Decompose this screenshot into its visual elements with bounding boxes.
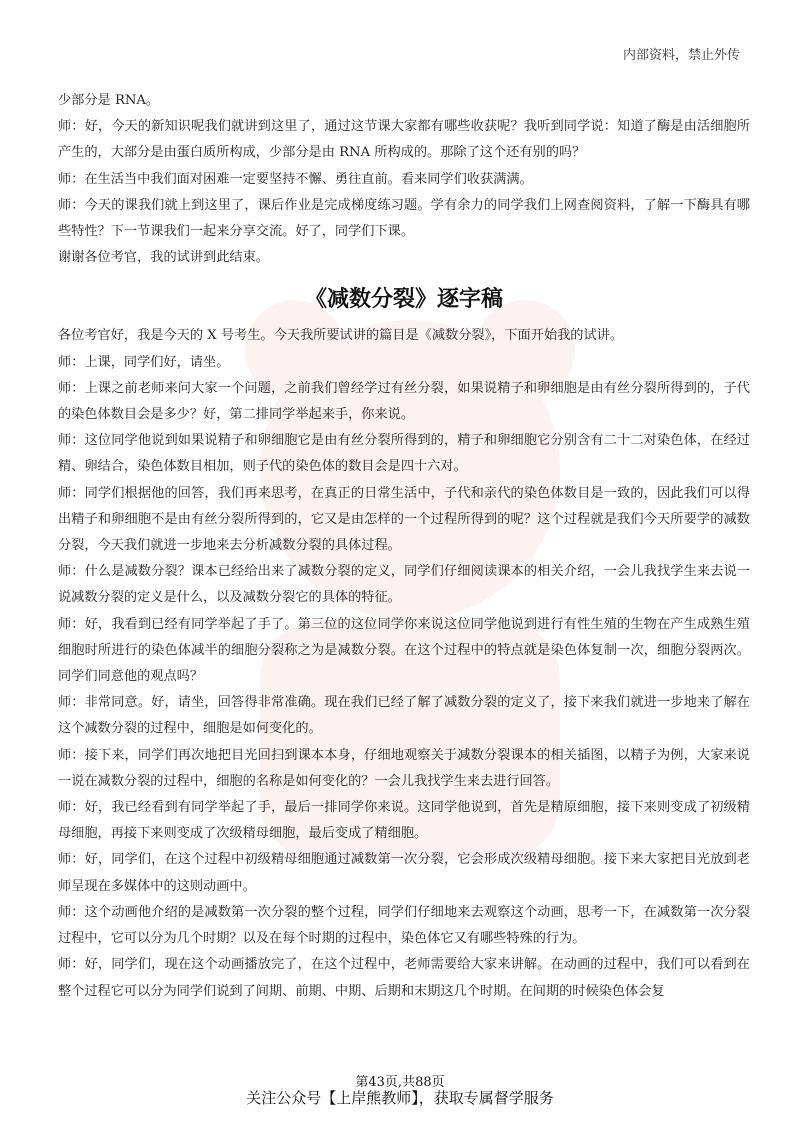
paragraph: 师：好，今天的新知识呢我们就讲到这里了，通过这节课大家都有哪些收获呢？我听到同学说：知道了酶是由活细胞所产生的，大部分是由蛋白质所构成，少部分是由 RNA 所构成的。那除了这个还有别的吗？ <box>58 119 750 161</box>
document-body <box>58 88 750 1005</box>
paragraph: 师：好，同学们，在这个过程中初级精母细胞通过减数第一次分裂，它会形成次级精母细胞。接下来大家把目光放到老师呈现在多媒体中的这则动画中。 <box>58 852 750 894</box>
paragraph: 师：这个动画他介绍的是减数第一次分裂的整个过程，同学们仔细地来去观察这个动画，思考一下，在减数第一次分裂过程中，它可以分为几个时期？以及在每个时期的过程中，染色体它又有哪些特殊的行为。 <box>58 904 750 947</box>
confidential-notice: 内部资料，禁止外传 <box>622 48 740 63</box>
paragraph: 师：什么是减数分裂？课本已经给出来了减数分裂的定义，同学们仔细阅读课本的相关介绍，一会儿我找学生来去说一说减数分裂的定义是什么，以及减数分裂它的具体的特征。 <box>58 564 750 606</box>
paragraph: 师：上课，同学们好，请坐。 <box>58 354 230 370</box>
paragraph: 师：好，同学们，现在这个动画播放完了，在这个过程中，老师需要给大家来讲解。在动画的过程中，我们可以看到在整个过程它可以分为同学们说到了间期、前期、中期、后期和末期这几个时期。在间期的时候染色体会复 <box>58 957 750 999</box>
paragraph: 师：上课之前老师来问大家一个问题，之前我们曾经学过有丝分裂，如果说精子和卵细胞是由有丝分裂所得到的，子代的染色体数目会是多少？好，第二排同学举起来手，你来说。 <box>58 380 750 423</box>
paragraph: 师：在生活当中我们面对困难一定要坚持不懈、勇往直前。看来同学们收获满满。 <box>58 171 533 187</box>
section-title: 《减数分裂》逐字稿 <box>304 286 503 313</box>
paragraph: 师：这位同学他说到如果说精子和卵细胞它是由有丝分裂所得到的，精子和卵细胞它分别含有二十二对染色体，在经过精、卵结合，染色体数目相加，则子代的染色体的数目会是四十六对。 <box>58 433 750 475</box>
paragraph: 师：好，我已经看到有同学举起了手，最后一排同学你来说。这同学他说到，首先是精原细胞，接下来则变成了初级精母细胞，再接下来则变成了次级精母细胞，最后变成了精细胞。 <box>58 800 750 842</box>
paragraph: 各位考官好，我是今天的 X 号考生。今天我所要试讲的篇目是《减数分裂》，下面开始我的试讲。 <box>58 328 624 344</box>
paragraph: 师：同学们根据他的回答，我们再来思考，在真正的日常生活中，子代和亲代的染色体数目是一致的，因此我们可以得出精子和卵细胞不是由有丝分裂所得到的，它又是由怎样的一个过程所得到的呢？这个过程就是我们今天所要学的减数分裂，今天我们就进一步地来去分析减数分裂的具体过程。 <box>58 485 750 554</box>
paragraph: 谢谢各位考官，我的试讲到此结束。 <box>58 250 269 266</box>
paragraph: 师：非常同意。好，请坐，回答得非常准确。现在我们已经了解了减数分裂的定义了，接下来我们就进一步地来了解在这个减数分裂的过程中，细胞是如何变化的。 <box>58 695 750 737</box>
paragraph: 师：今天的课我们就上到这里了，课后作业是完成梯度练习题。学有余力的同学我们上网查阅资料，了解一下酶具有哪些特性？下一节课我们一起来分享交流。好了，同学们下课。 <box>58 197 750 240</box>
paragraph: 师：接下来，同学们再次地把目光回扫到课本本身，仔细地观察关于减数分裂课本的相关插图，以精子为例，大家来说一说在减数分裂的过程中，细胞的名称是如何变化的？一会儿我找学生来去进行回答。 <box>58 747 750 789</box>
paragraph: 师：好，我看到已经有同学举起了手了。第三位的这位同学你来说这位同学他说到进行有性生殖的生物在产生成熟生殖细胞时所进行的染色体减半的细胞分裂称之为是减数分裂。在这个过程中的特点就是染色体复制一次，细胞分裂两次。同学们同意他的观点吗？ <box>58 616 750 685</box>
page-number: 第43页,共88页 <box>355 1075 445 1090</box>
paragraph: 少部分是 RNA。 <box>58 93 160 108</box>
footer-promo: 关注公众号【上岸熊教师】，获取专属督学服务 <box>246 1089 554 1107</box>
